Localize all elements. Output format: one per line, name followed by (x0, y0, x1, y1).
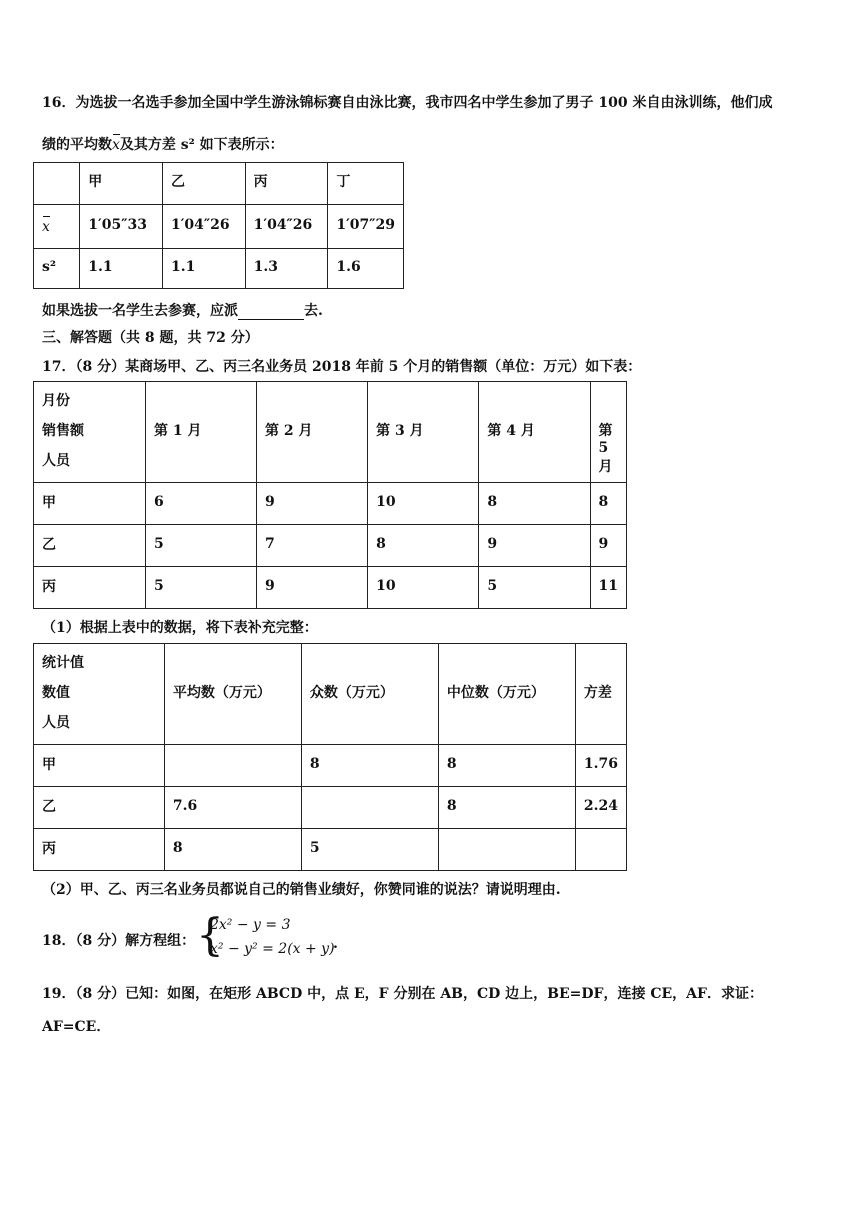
mean-symbol: x (112, 137, 120, 153)
month-header: 第 5 月 (590, 382, 626, 483)
corner-label: 销售额 (42, 423, 84, 439)
sales-cell: 10 (368, 567, 479, 609)
month-header: 第 1 月 (146, 382, 257, 483)
stat-cell: 2.24 (575, 787, 626, 829)
stat-header: 中位数（万元） (438, 644, 575, 745)
person-label: 乙 (34, 787, 165, 829)
stat-header: 方差 (575, 644, 626, 745)
stat-cell: 1.76 (575, 745, 626, 787)
stat-cell: 7.6 (164, 787, 301, 829)
stat-header: 平均数（万元） (164, 644, 301, 745)
q16-header-cell (34, 163, 80, 205)
q16-row-label (34, 205, 80, 249)
q17-corner-cell (34, 382, 146, 483)
stat-cell: 5 (301, 829, 438, 871)
sales-cell: 10 (368, 483, 479, 525)
q19-line2: AF=CE． (42, 1019, 111, 1035)
person-label: 丙 (34, 829, 165, 871)
q16-cell: 1′05″33 (80, 205, 163, 249)
answer-blank[interactable] (238, 305, 304, 320)
q18-period: . (333, 936, 338, 952)
q16-cell: 1.6 (328, 249, 404, 289)
sales-cell: 9 (479, 525, 590, 567)
month-header: 第 4 月 (479, 382, 590, 483)
sales-cell: 6 (146, 483, 257, 525)
sales-cell: 11 (590, 567, 626, 609)
sales-cell: 5 (146, 567, 257, 609)
stat-cell[interactable] (575, 829, 626, 871)
q18-equation-2: x² − y² = 2(x + y) (210, 941, 335, 957)
sales-cell: 8 (590, 483, 626, 525)
stat-cell: 8 (301, 745, 438, 787)
q16-cell: 1.1 (80, 249, 163, 289)
q16-cell: 1.1 (162, 249, 245, 289)
person-label: 丙 (34, 567, 146, 609)
sales-cell: 5 (146, 525, 257, 567)
corner-label: 月份 (42, 393, 70, 409)
q17-sales-table (33, 381, 627, 609)
stat-cell[interactable] (438, 829, 575, 871)
person-label: 乙 (34, 525, 146, 567)
q16-header-cell: 甲 (80, 163, 163, 205)
q18-equation-1: 2x² − y = 3 (210, 917, 291, 933)
q16-line1: 16．为选拔一名选手参加全国中学生游泳锦标赛自由泳比赛，我市四名中学生参加了男子 100 米自由泳训练，他们成 (42, 95, 773, 111)
q16-header-cell: 丁 (328, 163, 404, 205)
q19-line1: 19．（8 分）已知：如图，在矩形 ABCD 中，点 E，F 分别在 AB，CD 边上，BE=DF，连接 CE，AF．求证： (42, 986, 763, 1002)
q16-answer-pre: 如果选拔一名学生去参赛，应派 (42, 303, 238, 319)
mean-symbol: x (42, 219, 50, 235)
sales-cell: 8 (479, 483, 590, 525)
q16-cell: 1.3 (245, 249, 328, 289)
corner-label: 数值 (42, 685, 70, 701)
q16-header-cell: 丙 (245, 163, 328, 205)
stat-header: 众数（万元） (301, 644, 438, 745)
q16-cell: 1′07″29 (328, 205, 404, 249)
q16-answer (42, 300, 323, 320)
q17-stats-corner-cell (34, 644, 165, 745)
sales-cell: 9 (590, 525, 626, 567)
month-header: 第 2 月 (257, 382, 368, 483)
sales-cell: 9 (257, 483, 368, 525)
stat-cell[interactable] (164, 745, 301, 787)
sales-cell: 9 (257, 567, 368, 609)
q17-part2: （2）甲、乙、丙三名业务员都说自己的销售业绩好，你赞同谁的说法？请说明理由. (42, 882, 561, 898)
person-label: 甲 (34, 483, 146, 525)
q16-answer-post: 去. (304, 303, 323, 319)
q16-cell: 1′04″26 (162, 205, 245, 249)
section-heading: 三、解答题（共 8 题，共 72 分） (42, 330, 259, 346)
q16-header-cell: 乙 (162, 163, 245, 205)
q16-row-label: s² (34, 249, 80, 289)
q16-table (33, 162, 404, 289)
stat-cell: 8 (438, 787, 575, 829)
stat-cell[interactable] (301, 787, 438, 829)
q16-line2-pre: 绩的平均数 (42, 137, 112, 153)
q17-intro: 17．（8 分）某商场甲、乙、丙三名业务员 2018 年前 5 个月的销售额（单位：万元）如下表： (42, 359, 642, 375)
sales-cell: 8 (368, 525, 479, 567)
corner-label: 统计值 (42, 655, 84, 671)
corner-label: 人员 (42, 453, 70, 469)
q16-line2-post: 及其方差 s² 如下表所示： (119, 137, 284, 153)
corner-label: 人员 (42, 715, 70, 731)
q16-line2 (42, 134, 284, 154)
q17-stats-table (33, 643, 627, 871)
q16-cell: 1′04″26 (245, 205, 328, 249)
q17-part1: （1）根据上表中的数据，将下表补充完整： (42, 620, 318, 636)
stat-cell: 8 (164, 829, 301, 871)
sales-cell: 5 (479, 567, 590, 609)
brace-symbol: { (196, 910, 224, 961)
month-header: 第 3 月 (368, 382, 479, 483)
stat-cell: 8 (438, 745, 575, 787)
person-label: 甲 (34, 745, 165, 787)
sales-cell: 7 (257, 525, 368, 567)
q18-label: 18．（8 分）解方程组： (42, 933, 196, 949)
